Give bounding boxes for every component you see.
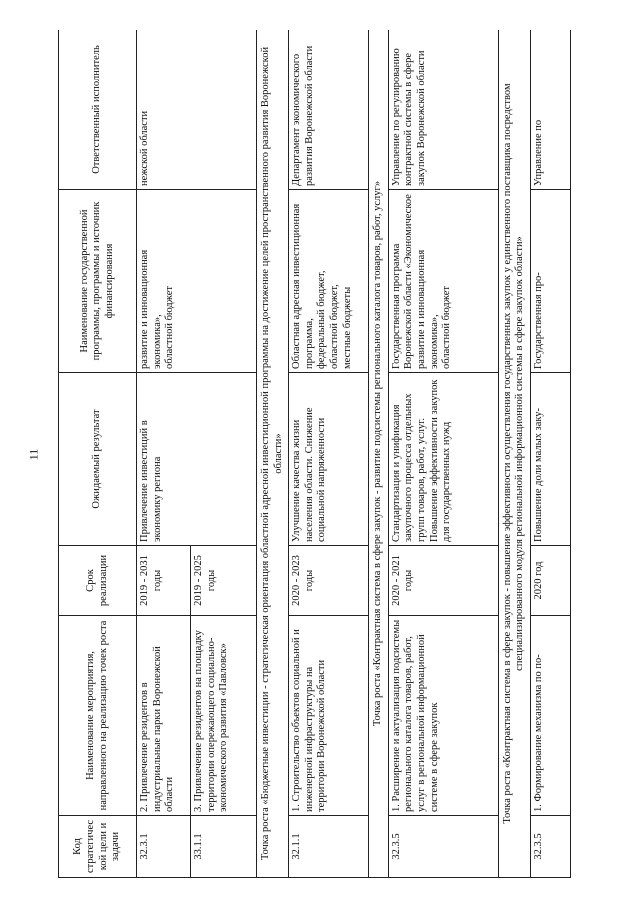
program-cell xyxy=(137,190,257,373)
col-header-result: Ожидаемый результат xyxy=(59,373,137,546)
col-header-program: Наименование государственной программы, программы и источник финансирования xyxy=(59,190,137,373)
funding-source: федеральный бюджет, xyxy=(316,270,328,369)
section-row xyxy=(369,30,389,878)
term-cell: 2019 - 2031 годы xyxy=(137,546,191,616)
section-title: Точка роста «Контрактная система в сфере закупок - развитие подсистемы регионального каталога товаров, работ, услуг» xyxy=(369,30,389,878)
program-name: Областная адресная инвестиционная программа, xyxy=(291,203,315,369)
result-cell: Привлечение инвестиций в экономику региона xyxy=(137,373,257,546)
action-cell: 3. Привлечение резидентов на площадку территории опережающего социально-экономического развития «Павловск» xyxy=(191,616,257,816)
executor-cell: нежской области xyxy=(137,30,257,190)
table-row xyxy=(388,30,498,878)
code-cell: 32.1.1 xyxy=(289,816,369,878)
action-table xyxy=(58,30,571,878)
program-cell xyxy=(388,190,498,373)
result-cell: Стандартизация и унификация закупочного процесса отдельных групп товаров, работ, услуг. Повышение эффективности закупок для государственных нужд xyxy=(388,373,498,546)
action-cell: 1. Формирование механизма по по- xyxy=(530,616,570,816)
term-cell: 2020 год xyxy=(530,546,570,616)
result-cell: Повышение доли малых заку- xyxy=(530,373,570,546)
table-row xyxy=(289,30,369,878)
term-cell: 2020 - 2023 годы xyxy=(289,546,369,616)
program-cell: Государственная про- xyxy=(530,190,570,373)
action-cell: 1. Расширение и актуализация подсистемы регионального каталога товаров, работ, услуг в региональной информационной системе в сфере закупок xyxy=(388,616,498,816)
col-header-action: Наименование мероприятия, направленного на реализацию точек роста xyxy=(59,616,137,816)
funding-source: областной бюджет, xyxy=(328,284,340,369)
table-row xyxy=(137,30,191,878)
executor-cell: Управление по регулированию контрактной системы в сфере закупок Воронежской области xyxy=(388,30,498,190)
section-title: Точка роста «Бюджетные инвестиции - стратегическая ориентация областной адресной инвестиционной программы на достижение целей пространственного развития Воронежской области» xyxy=(257,30,289,878)
action-cell: 2. Привлечение резидентов в индустриальные парки Воронежской области xyxy=(137,616,191,816)
header-row xyxy=(59,30,137,878)
table-row xyxy=(530,30,570,878)
rotated-page xyxy=(58,30,613,878)
code-cell: 32.3.1 xyxy=(137,816,191,878)
funding-source: местные бюджеты xyxy=(341,286,353,369)
executor-cell: Управление по xyxy=(530,30,570,190)
section-row xyxy=(257,30,289,878)
term-cell: 2020 - 2021 годы xyxy=(388,546,498,616)
code-cell: 32.3.5 xyxy=(530,816,570,878)
code-cell: 33.1.1 xyxy=(191,816,257,878)
program-cell xyxy=(289,190,369,373)
col-header-code: Код стратегической цели и задачи xyxy=(59,816,137,878)
section-row xyxy=(498,30,530,878)
code-cell: 32.3.5 xyxy=(388,816,498,878)
result-cell: Улучшение качества жизни населения области. Снижение социальной напряженности xyxy=(289,373,369,546)
funding-source: областной бюджет xyxy=(164,286,176,369)
page-number: 11 xyxy=(26,448,41,461)
section-title: Точка роста «Контрактная система в сфере закупок - повышение эффективности осуществления государственных закупок у единственного поставщика посредством специализированного модуля региональной информационной системы в сфере закупок области» xyxy=(498,30,530,878)
executor-cell: Департамент экономического развития Воронежской области xyxy=(289,30,369,190)
term-cell: 2019 - 2025 годы xyxy=(191,546,257,616)
action-cell: 1. Строительство объектов социальной и инженерной инфраструктуры на территории Воронежской области xyxy=(289,616,369,816)
funding-source: областной бюджет xyxy=(441,286,453,369)
col-header-term: Срок реализации xyxy=(59,546,137,616)
program-name: Государственная программа Воронежской области «Экономическое развитие и инновационная экономика», xyxy=(390,194,440,369)
col-header-executor: Ответственный исполнитель xyxy=(59,30,137,190)
program-name: развитие и инновационная экономика», xyxy=(139,249,163,369)
